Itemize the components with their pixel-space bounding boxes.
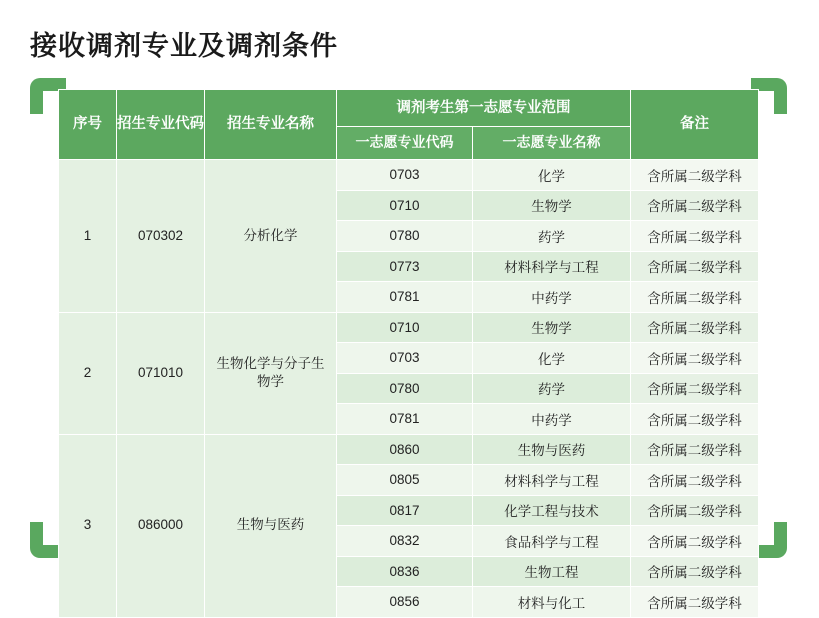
cell-index: 2 [59,312,117,434]
header-first-choice-name: 一志愿专业名称 [473,127,631,160]
page-title: 接收调剂专业及调剂条件 [30,31,338,61]
table-row [59,312,759,343]
cell-first-choice-name: 化学工程与技术 [473,495,631,526]
header-group-title: 调剂考生第一志愿专业范围 [337,90,631,127]
table-row [59,160,759,191]
cell-first-choice-code: 0860 [337,434,473,465]
cell-remark: 含所属二级学科 [631,160,759,191]
cell-first-choice-code: 0781 [337,282,473,313]
cell-first-choice-name: 中药学 [473,404,631,435]
cell-first-choice-name: 化学 [473,343,631,374]
cell-first-choice-code: 0780 [337,221,473,252]
cell-remark: 含所属二级学科 [631,190,759,221]
cell-first-choice-name: 药学 [473,373,631,404]
cell-major-code: 086000 [117,434,205,617]
table-head [59,90,759,160]
cell-first-choice-name: 材料与化工 [473,587,631,618]
cell-first-choice-name: 生物学 [473,190,631,221]
cell-first-choice-code: 0773 [337,251,473,282]
cell-first-choice-code: 0703 [337,343,473,374]
cell-first-choice-code: 0703 [337,160,473,191]
cell-first-choice-name: 中药学 [473,282,631,313]
table-frame [30,78,787,611]
cell-first-choice-name: 材料科学与工程 [473,465,631,496]
cell-first-choice-code: 0832 [337,526,473,557]
cell-first-choice-code: 0805 [337,465,473,496]
cell-first-choice-code: 0710 [337,190,473,221]
cell-remark: 含所属二级学科 [631,526,759,557]
cell-major-code: 070302 [117,160,205,313]
cell-first-choice-code: 0836 [337,556,473,587]
cell-remark: 含所属二级学科 [631,282,759,313]
cell-first-choice-code: 0781 [337,404,473,435]
cell-first-choice-name: 生物与医药 [473,434,631,465]
cell-first-choice-code: 0856 [337,587,473,618]
cell-major-code: 071010 [117,312,205,434]
cell-remark: 含所属二级学科 [631,465,759,496]
cell-major-name: 分析化学 [205,160,337,313]
table-container [58,89,758,618]
cell-first-choice-name: 生物学 [473,312,631,343]
cell-remark: 含所属二级学科 [631,343,759,374]
header-first-choice-code: 一志愿专业代码 [337,127,473,160]
cell-remark: 含所属二级学科 [631,221,759,252]
cell-major-name: 生物化学与分子生物学 [205,312,337,434]
header-major-name: 招生专业名称 [205,90,337,160]
cell-first-choice-code: 0710 [337,312,473,343]
cell-remark: 含所属二级学科 [631,495,759,526]
table-header-row-1 [59,90,759,127]
cell-first-choice-name: 化学 [473,160,631,191]
adjustment-majors-table [58,89,759,618]
cell-first-choice-code: 0817 [337,495,473,526]
header-index: 序号 [59,90,117,160]
cell-first-choice-name: 材料科学与工程 [473,251,631,282]
cell-index: 1 [59,160,117,313]
cell-remark: 含所属二级学科 [631,587,759,618]
cell-index: 3 [59,434,117,617]
cell-major-name: 生物与医药 [205,434,337,617]
cell-first-choice-name: 食品科学与工程 [473,526,631,557]
cell-remark: 含所属二级学科 [631,404,759,435]
cell-remark: 含所属二级学科 [631,251,759,282]
cell-remark: 含所属二级学科 [631,373,759,404]
cell-remark: 含所属二级学科 [631,434,759,465]
header-remark: 备注 [631,90,759,160]
table-row [59,434,759,465]
cell-first-choice-name: 药学 [473,221,631,252]
cell-first-choice-name: 生物工程 [473,556,631,587]
cell-remark: 含所属二级学科 [631,312,759,343]
header-major-code: 招生专业代码 [117,90,205,160]
table-body [59,160,759,618]
cell-first-choice-code: 0780 [337,373,473,404]
cell-remark: 含所属二级学科 [631,556,759,587]
